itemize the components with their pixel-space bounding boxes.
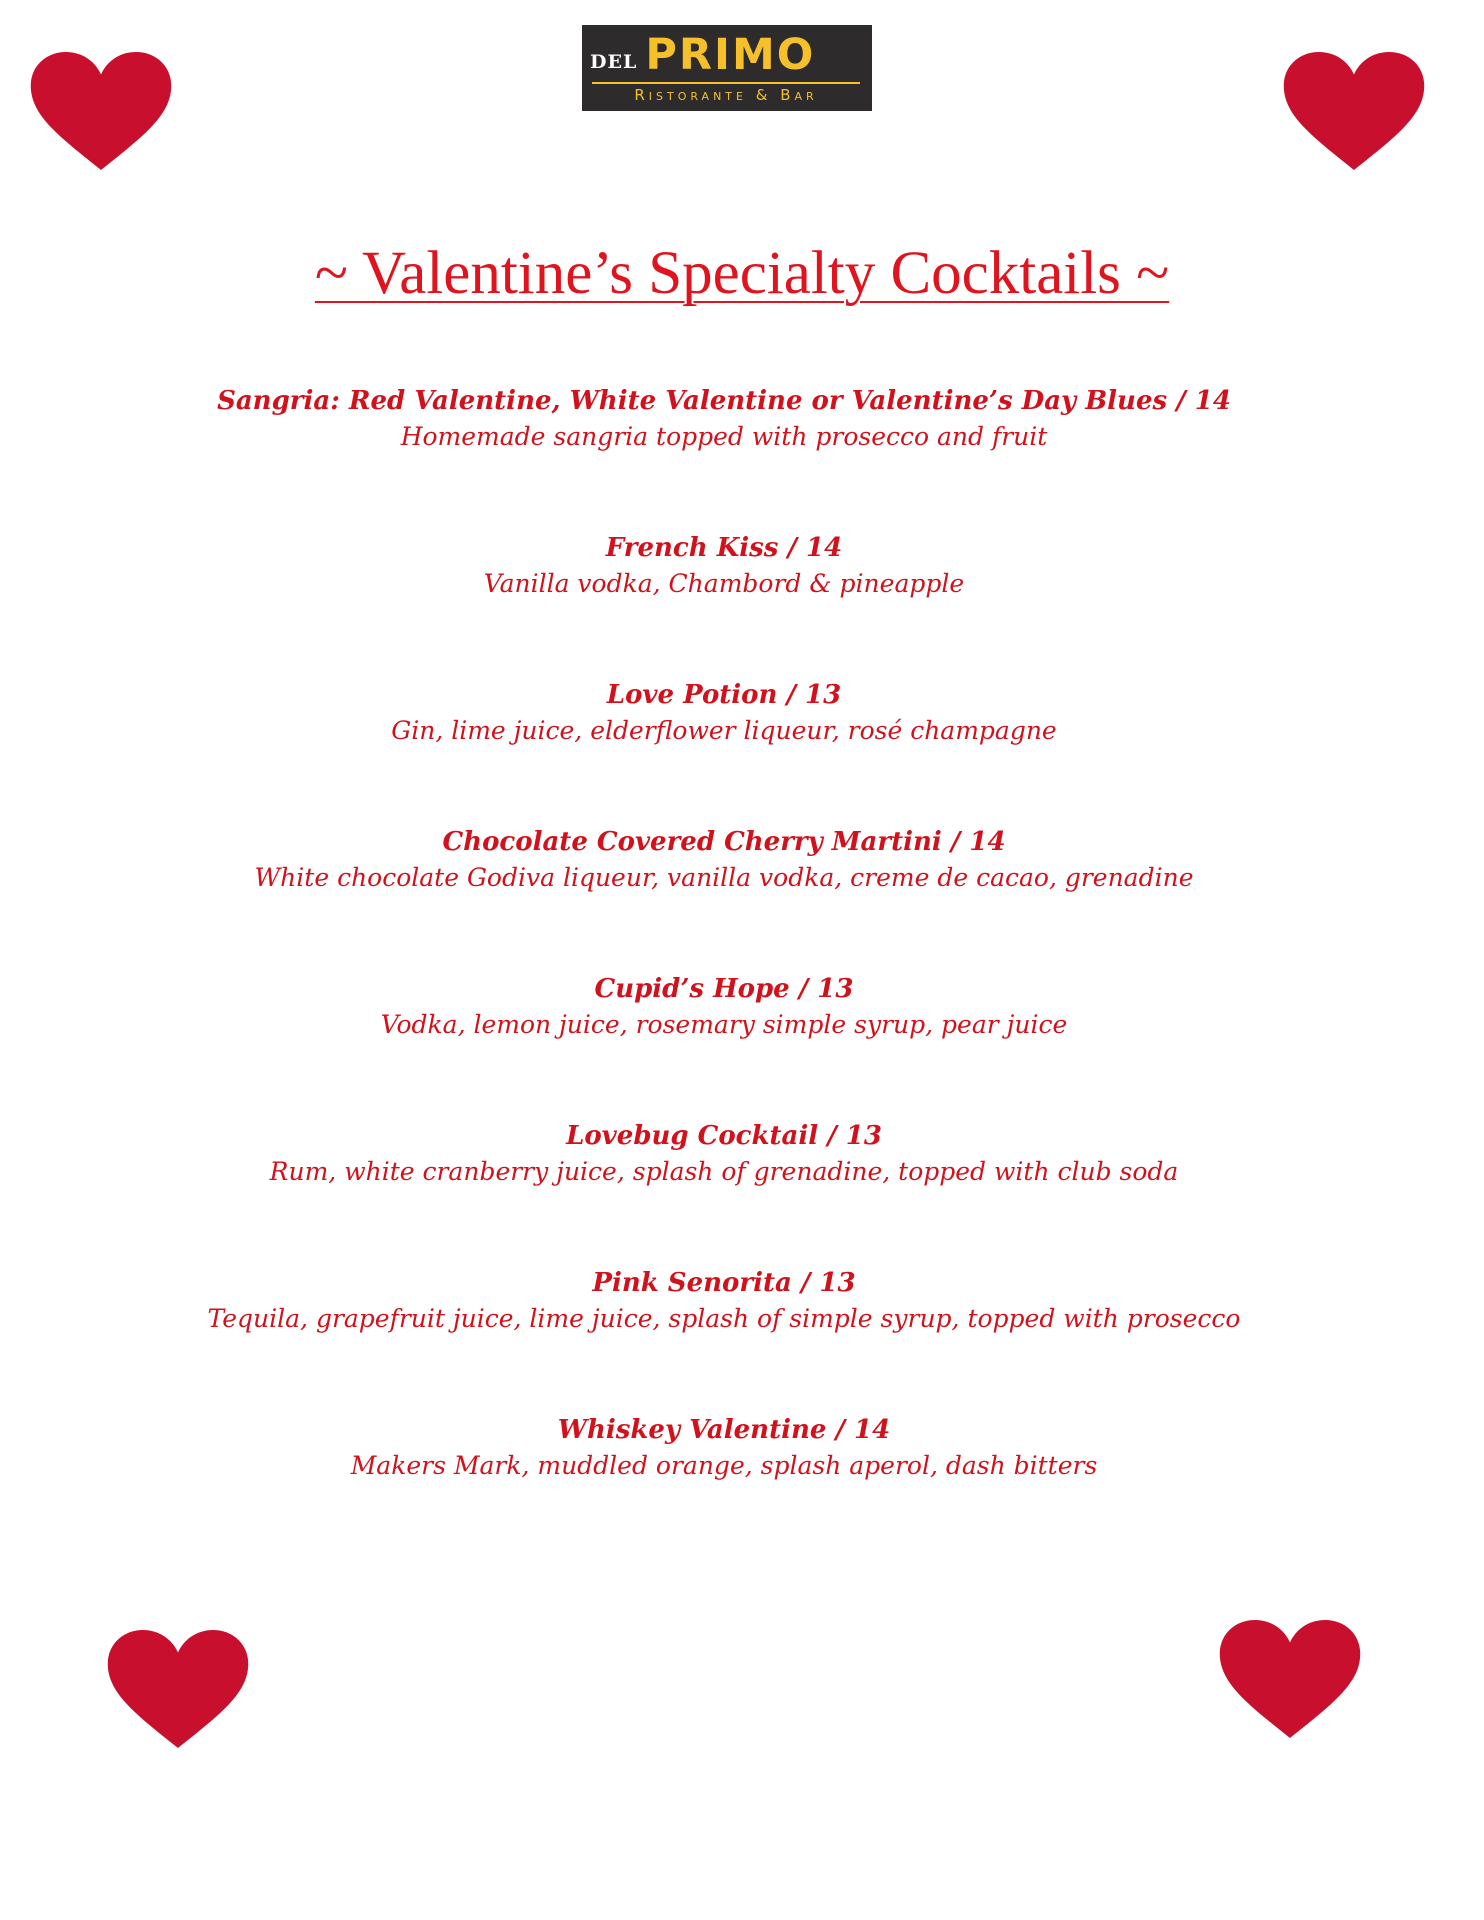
restaurant-logo: [582, 25, 872, 111]
menu-item-name: Chocolate Covered Cherry Martini / 14: [442, 827, 1006, 857]
menu-item: [0, 530, 1448, 677]
menu-item: [0, 1118, 1448, 1265]
heart-icon: [30, 52, 172, 170]
menu-item-description: Vodka, lemon juice, rosemary simple syrup, pear juice: [380, 1010, 1068, 1039]
logo-primo-text: PRIMO: [645, 30, 816, 80]
menu-item-description: Makers Mark, muddled orange, splash aperol, dash bitters: [350, 1451, 1098, 1480]
menu-item-description: Homemade sangria topped with prosecco and fruit: [400, 422, 1048, 451]
menu-item: [0, 824, 1448, 971]
heart-icon: [1283, 52, 1425, 170]
logo-divider: [592, 82, 860, 84]
heart-icon: [107, 1630, 249, 1748]
menu-item: [0, 971, 1448, 1118]
menu-item: [0, 383, 1448, 530]
menu-item-name: Lovebug Cocktail / 13: [566, 1121, 882, 1151]
menu-item-name: French Kiss / 14: [605, 533, 843, 563]
menu-item-description: Tequila, grapefruit juice, lime juice, splash of simple syrup, topped with prosecco: [207, 1304, 1241, 1333]
page-title: ~ Valentine’s Specialty Cocktails ~: [314, 240, 1170, 307]
menu-item-name: Pink Senorita / 13: [592, 1268, 856, 1298]
menu-item-name: Whiskey Valentine / 14: [557, 1415, 891, 1445]
menu-item-name: Sangria: Red Valentine, White Valentine or Valentine’s Day Blues / 14: [217, 386, 1231, 416]
menu-item-description: Vanilla vodka, Chambord & pineapple: [483, 569, 965, 598]
heart-icon: [1219, 1620, 1361, 1738]
logo-del-text: DEL: [590, 51, 638, 73]
logo-subtitle: Ristorante & Bar: [634, 86, 818, 104]
menu-item: [0, 1412, 1448, 1559]
menu-item-name: Love Potion / 13: [606, 680, 842, 710]
menu-item: [0, 677, 1448, 824]
menu-item-description: Rum, white cranberry juice, splash of grenadine, topped with club soda: [269, 1157, 1179, 1186]
menu-item-name: Cupid’s Hope / 13: [594, 974, 854, 1004]
menu-item-description: White chocolate Godiva liqueur, vanilla vodka, creme de cacao, grenadine: [254, 863, 1194, 892]
cocktail-list: [0, 383, 1448, 1559]
menu-item: [0, 1265, 1448, 1412]
menu-item-description: Gin, lime juice, elderflower liqueur, rosé champagne: [391, 716, 1057, 745]
